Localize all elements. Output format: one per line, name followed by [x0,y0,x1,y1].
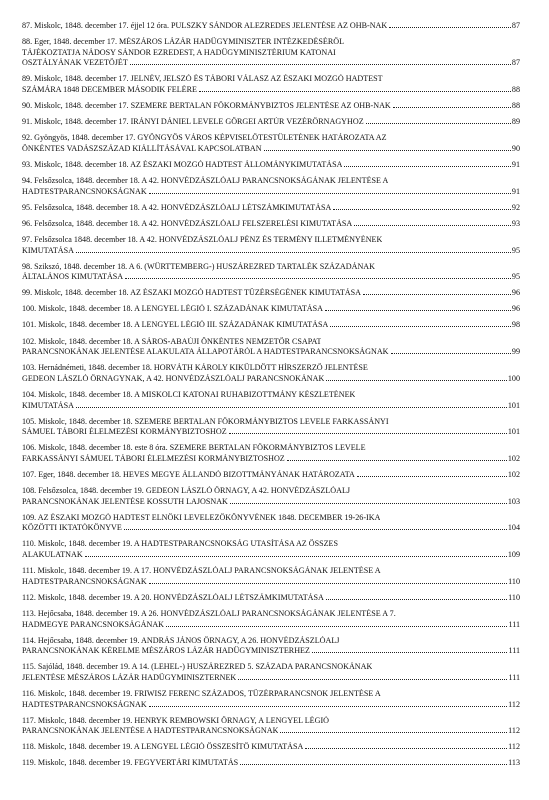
toc-entry [22,288,520,299]
toc-entry-title: 97. Felsőzsolca 1848. december 18. A 42. HONVÉDZÁSZLÓALJ PÉNZ ÉS TERMÉNY ILLETMÉNYÉNEK [22,234,383,244]
toc-entry [22,74,520,95]
page-number: 96 [511,288,520,298]
toc-entry-title: 103. Hernádnémeti, 1848. december 18. HORVÁTH KÁROLY KIKÜLDÖTT HÍRSZERZŐ JELENTÉSE [22,363,368,373]
toc-entry [22,160,520,171]
dot-leader [393,107,511,108]
page-number: 89 [511,117,520,127]
dot-leader [149,193,511,194]
toc-entry [22,539,520,560]
toc-entry-title: 108. Felsőzsolca, 1848. december 19. GEDEON LÁSZLÓ ŐRNAGY, A 42. HONVÉDZÁSZLÓALJ [22,486,351,496]
dot-leader [149,583,507,584]
toc-entry-title: HADMEGYE PARANCSNOKSÁGÁNAK [22,619,165,629]
toc-entry-title: 100. Miskolc, 1848. december 18. A LENGYEL LÉGIÓ I. SZÁZADÁNAK KIMUTATÁSA [22,304,323,314]
page-number: 91 [511,186,520,196]
toc-entry-title: 94. Felsőzsolca, 1848. december 18. A 42. HONVÉDZÁSZLÓALJ PARANCSNOKSÁGÁNAK JELENTÉSE A [22,176,389,186]
dot-leader [280,732,507,733]
toc-entry-title: PARANCSNOKÁNAK JELENTÉSE KOSSUTH LAJOSNAK [22,496,228,506]
dot-leader [391,353,511,354]
toc-entry-title: 104. Miskolc, 1848. december 18. A MISKOLCI KATONAI RUHABIZOTTMÁNY KÉSZLETÉNEK [22,389,356,399]
toc-entry-title: 101. Miskolc, 1848. december 18. A LENGYEL LÉGIÓ III. SZÁZADÁNAK KIMUTATÁSA [22,320,329,330]
toc-entry-line [22,427,520,438]
page-number: 113 [508,758,520,768]
toc-entry-title: 115. Sajólád, 1848. december 19. A 14. (LEHEL-) HUSZÁREZRED 5. SZÁZADA PARANCSNOKÁNAK [22,662,373,672]
toc-entry-title: OSZTÁLYÁNAK VEZETŐJÉT [22,58,128,68]
toc-entry [22,486,520,507]
toc-entry-line [22,117,520,128]
toc-entry-line [22,160,520,171]
toc-entry-line [22,85,520,96]
dot-leader [287,460,507,461]
toc-entry-line [22,304,520,315]
toc-entry [22,203,520,214]
toc-entry-title: 107. Eger, 1848. december 18. HEVES MEGYE ÁLLANDÓ BIZOTTMÁNYÁNAK HATÁROZATA [22,470,355,479]
toc-entry-title: 95. Felsőzsolca, 1848. december 18. A 42. HONVÉDZÁSZLÓALJ LÉTSZÁMKIMUTATÁSA [22,202,332,212]
page-number: 110 [508,592,520,602]
toc-entry [22,337,520,358]
dot-leader [149,706,507,707]
toc-entry-line [22,726,520,737]
toc-entry-line [22,21,520,32]
toc-entry-line [22,187,520,198]
page-number: 102 [507,470,520,479]
toc-entry-line [22,37,520,48]
toc-entry-line [22,454,520,465]
toc-entry-title: 117. Miskolc, 1848. december 19. HENRYK REMBOWSKI ŐRNAGY, A LENGYEL LÉGIÓ [22,715,330,725]
toc-entry [22,101,520,112]
dot-leader [130,64,511,65]
toc-entry-title: HADTESTPARANCSNOKSÁGNAK [22,576,147,586]
toc-entry-title: 105. Miskolc, 1848. december 18. SZEMERE BERTALAN FŐKORMÁNYBIZTOS LEVELE FARKASSÁNYI [22,416,389,426]
toc-entry-line [22,700,520,711]
toc-entry [22,689,520,710]
toc-entry-title: PARANCSNOKÁNAK JELENTÉSE A HADTESTPARANCSNOKSÁGNAK [22,726,279,736]
page-number: 87 [511,21,520,30]
dot-leader [230,503,507,504]
toc-entry [22,133,520,154]
dot-leader [325,310,511,311]
toc-entry-line [22,262,520,273]
toc-entry [22,758,520,769]
toc-entry-title: 116. Miskolc, 1848. december 19. FRIWISZ FERENC SZÁZADOS, TÜZÉRPARANCSNOK JELENTÉSE A [22,689,381,698]
toc-entry [22,390,520,411]
toc-entry-title: PARANCSNOKÁNAK KÉRELME MÉSZÁROS LÁZÁR HADÜGYMINISZTERHEZ [22,646,310,656]
toc-entry-title: KIMUTATÁSA [22,400,74,410]
toc-entry-line [22,320,520,331]
toc-entry-title: ÖNKÉNTES VADÁSZSZÁZAD KIÁLLÍTÁSÁVAL KAPCSOLATBAN [22,143,262,153]
dot-leader [344,166,510,167]
toc-entry-title: 98. Szikszó, 1848. december 18. A 6. (WÜRTTEMBERG-) HUSZÁREZRED TARTALÉK SZÁZADÁNAK [22,261,375,271]
toc-entry-line [22,374,520,385]
toc-entry-line [22,443,520,454]
page-number: 109 [507,550,520,560]
toc-entry [22,417,520,438]
toc-entry-title: 90. Miskolc, 1848. december 17. SZEMERE BERTALAN FŐKORMÁNYBIZTOS JELENTÉSE AZ OHB-NAK [22,101,391,111]
page-number: 95 [511,245,520,255]
dot-leader [199,91,511,92]
toc-entry-title: JELENTÉSE MÉSZÁROS LÁZÁR HADÜGYMINISZTERNEK [22,672,237,682]
toc-entry-line [22,58,520,69]
dot-leader [333,209,511,210]
page-number: 112 [508,726,520,736]
toc-entry-title: 89. Miskolc, 1848. december 17. JELNÉV, JELSZÓ ÉS TÁBORI VÁLASZ AZ ÉSZAKI MOZGÓ HADTEST [22,74,383,84]
page-number: 99 [511,347,520,357]
toc-entry-title: TÁJÉKOZTATJA NÁDOSY SÁNDOR EZREDEST, A HADÜGYMINISZTÉRIUM KATONAI [22,47,336,57]
toc-entry [22,593,520,604]
toc-entry [22,304,520,315]
toc-entry-title: 112. Miskolc, 1848. december 19. A 20. HONVÉDZÁSZLÓALJ LÉTSZÁMKIMUTATÁSA [22,592,324,602]
dot-leader [330,326,511,327]
dot-leader [229,433,507,434]
toc-entry-line [22,609,520,620]
toc-entry-line [22,742,520,753]
dot-leader [85,556,507,557]
page-number: 92 [511,202,520,212]
page-number: 87 [511,58,520,68]
toc-entry-title: 114. Hejőcsaba, 1848. december 19. ANDRÁS JÁNOS ŐRNAGY, A 26. HONVÉDZÁSZLÓALJ [22,635,340,645]
toc-entry-line [22,74,520,85]
toc-entry-line [22,401,520,412]
dot-leader [389,27,511,28]
page-number: 101 [507,400,520,410]
toc-entry-line [22,347,520,358]
toc-entry-line [22,662,520,673]
toc-entry-line [22,48,520,59]
toc-entry-title: 93. Miskolc, 1848. december 18. AZ ÉSZAKI MOZGÓ HADTEST ÁLLOMÁNYKIMUTATÁSA [22,159,343,169]
page-number: 90 [511,143,520,153]
page-number: 101 [507,427,520,437]
page-number: 96 [511,304,520,314]
toc-entry-line [22,470,520,481]
page-number: 112 [508,742,520,752]
toc-entry-title: SZÁMÁRA 1848 DECEMBER MÁSODIK FELÉRE [22,84,197,94]
page-number: 103 [507,496,520,506]
toc-entry-title: 118. Miskolc, 1848. december 19. A LENGYEL LÉGIÓ ÖSSZESÍTŐ KIMUTATÁSA [22,742,304,752]
dot-leader [357,476,507,477]
toc-entry-title: 109. AZ ÉSZAKI MOZGÓ HADTEST ELNÖKI LEVELEZŐKÖNYVÉNEK 1848. DECEMBER 19-26-IKA [22,512,381,522]
toc-entry-line [22,513,520,524]
toc-entry-title: ÁLTALÁNOS KIMUTATÁSA [22,272,124,282]
toc-entry [22,742,520,753]
toc-entry-line [22,566,520,577]
toc-entry-title: 106. Miskolc, 1848. december 18. este 8 óra. SZEMERE BERTALAN FŐKORMÁNYBIZTOS LEVELE [22,443,366,453]
toc-entry-line [22,235,520,246]
toc-entry-title: 99. Miskolc, 1848. december 18. AZ ÉSZAKI MOZGÓ HADTEST TÜZÉRSÉGÉNEK KIMUTATÁSA [22,288,361,298]
toc-entry-title: 91. Miskolc, 1848. december 17. IRÁNYI DÁNIEL LEVELE GÖRGEI ARTÚR VEZÉRŐRNAGYHOZ [22,117,364,127]
dot-leader [76,252,511,253]
dot-leader [240,764,507,765]
toc-entry-title: HADTESTPARANCSNOKSÁGNAK [22,186,147,196]
toc-entry-line [22,144,520,155]
toc-entry-title: 87. Miskolc, 1848. december 17. éjjel 12 óra. PULSZKY SÁNDOR ALEZREDES JELENTÉSE AZ OHB-NAK [22,21,388,30]
dot-leader [312,652,508,653]
toc-entry-line [22,758,520,769]
toc-entry-line [22,646,520,657]
toc-entry-line [22,539,520,550]
toc-entry-line [22,636,520,647]
toc-entry-title: 110. Miskolc, 1848. december 19. A HADTESTPARANCSNOKSÁG UTASÍTÁSA AZ ÖSSZES [22,539,338,549]
dot-leader [326,599,507,600]
table-of-contents [22,21,520,775]
toc-entry-title: KIMUTATÁSA [22,245,74,255]
toc-entry-line [22,288,520,299]
toc-entry-line [22,272,520,283]
toc-entry [22,470,520,481]
page-number: 110 [508,576,520,586]
toc-entry-line [22,390,520,401]
dot-leader [366,123,511,124]
toc-entry [22,320,520,331]
toc-entry-line [22,523,520,534]
toc-entry-line [22,203,520,214]
toc-entry-title: 92. Gyöngyös, 1848. december 17. GYÖNGYÖS VÁROS KÉPVISELŐTESTÜLETÉNEK HATÁROZATA AZ [22,133,387,143]
toc-entry [22,21,520,32]
toc-entry [22,176,520,197]
toc-entry-title: 119. Miskolc, 1848. december 19. FEGYVERTÁRI KIMUTATÁS [22,758,239,768]
toc-entry-line [22,417,520,428]
toc-entry [22,219,520,230]
toc-entry-title: 113. Hejőcsaba, 1848. december 19. A 26. HONVÉDZÁSZLÓALJ PARANCSNOKSÁGÁNAK JELENTÉSE A 7. [22,608,396,618]
page-number: 93 [511,218,520,228]
page-number: 104 [507,523,520,533]
toc-entry [22,117,520,128]
toc-entry [22,235,520,256]
toc-entry-line [22,673,520,684]
toc-entry-title: FARKASSÁNYI SÁMUEL TÁBORI ÉLELMEZÉSI KORMÁNYBIZTOSHOZ [22,453,285,463]
toc-entry-line [22,133,520,144]
toc-entry-title: 88. Eger, 1848. december 17. MÉSZÁROS LÁZÁR HADÜGYMINISZTER INTÉZKEDÉSÉRŐL [22,37,345,47]
toc-entry-title: 102. Miskolc, 1848. december 18. A SÁROS-ABAÚJI ÖNKÉNTES NEMZETŐR CSAPAT [22,336,322,346]
toc-entry [22,716,520,737]
toc-entry-line [22,101,520,112]
toc-entry-line [22,550,520,561]
toc-entry [22,262,520,283]
dot-leader [76,407,507,408]
page-number: 111 [508,619,520,629]
page-number: 111 [508,672,520,682]
toc-entry-title: GEDEON LÁSZLÓ ŐRNAGYNAK, A 42. HONVÉDZÁSZLÓALJ PARANCSNOKÁNAK [22,373,325,383]
toc-entry-line [22,689,520,700]
dot-leader [166,626,507,627]
dot-leader [264,150,511,151]
toc-entry-line [22,497,520,508]
toc-entry-line [22,246,520,257]
page-number: 88 [511,101,520,111]
page-number: 95 [511,272,520,282]
dot-leader [326,380,507,381]
page-number: 112 [508,699,520,709]
toc-entry-line [22,337,520,348]
toc-entry [22,566,520,587]
toc-entry [22,443,520,464]
toc-entry-title: 96. Felsőzsolca, 1848. december 18. A 42. HONVÉDZÁSZLÓALJ FELSZERELÉSI KIMUTATÁSA [22,218,353,228]
page-number: 111 [508,646,520,656]
page-number: 100 [507,373,520,383]
page-number: 98 [511,320,520,330]
toc-entry-line [22,486,520,497]
dot-leader [305,748,507,749]
toc-entry [22,609,520,630]
toc-entry [22,513,520,534]
toc-entry-title: KÖZÖTTI IKTATÓKÖNYVE [22,523,122,533]
dot-leader [238,679,507,680]
toc-entry-line [22,620,520,631]
page-number: 88 [511,84,520,94]
toc-entry-title: HADTESTPARANCSNOKSÁGNAK [22,699,147,709]
toc-entry-line [22,176,520,187]
dot-leader [125,278,511,279]
toc-entry [22,662,520,683]
toc-entry-line [22,577,520,588]
dot-leader [363,294,511,295]
toc-entry-line [22,593,520,604]
page-number: 102 [507,453,520,463]
toc-entry-title: 111. Miskolc, 1848. december 19. A 17. HONVÉDZÁSZLÓALJ PARANCSNOKSÁGÁNAK JELENTÉSE A [22,566,381,576]
page-number: 91 [511,159,520,169]
dot-leader [354,225,511,226]
toc-entry-title: ALAKULATNAK [22,550,83,560]
toc-entry [22,37,520,69]
toc-entry-title: SÁMUEL TÁBORI ÉLELMEZÉSI KORMÁNYBIZTOSHOZ [22,427,227,437]
toc-entry [22,636,520,657]
toc-entry-line [22,219,520,230]
toc-entry-line [22,716,520,727]
dot-leader [124,529,507,530]
toc-entry-line [22,363,520,374]
toc-entry-title: PARANCSNOKÁNAK JELENTÉSE ALAKULATA ÁLLAPOTÁRÓL A HADTESTPARANCSNOKSÁGNAK [22,347,389,357]
toc-entry [22,363,520,384]
